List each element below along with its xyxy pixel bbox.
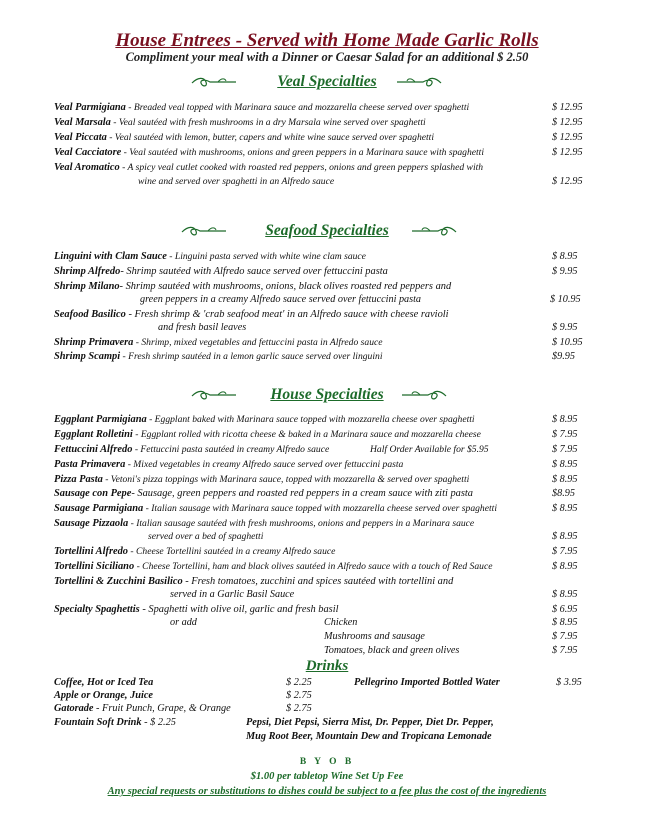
menu-item: Veal Marsala - Veal sautéed with fresh mushrooms in a dry Marsala wine served over spaghetti <box>54 117 426 128</box>
menu-item: Pizza Pasta - Vetoni's pizza toppings with Marinara sauce, topped with mozzarella & served over spaghetti <box>54 474 470 485</box>
price: $ 8.95 <box>552 459 578 470</box>
menu-item: Shrimp Milano- Shrimp sautéed with mushrooms, onions, black olives roasted red peppers and <box>54 281 452 292</box>
price: $ 10.95 <box>552 337 583 348</box>
menu-item: Sausage Parmigiana - Italian sausage with Marinara sauce topped with mozzarella cheese served over spaghetti <box>54 503 497 514</box>
price: $ 8.95 <box>552 531 578 542</box>
menu-item: Eggplant Parmigiana - Eggplant baked with Marinara sauce topped with mozzarella cheese over spaghetti <box>54 414 475 425</box>
menu-item: Tortellini & Zucchini Basilico - Fresh tomatoes, zucchini and spices sautéed with tortellini and <box>54 576 454 587</box>
drink-price: $ 2.25 <box>286 677 312 688</box>
drink-item: Coffee, Hot or Iced Tea <box>54 677 154 688</box>
drink-price: $ 2.75 <box>286 690 312 701</box>
drink-price: $ 2.75 <box>286 703 312 714</box>
menu-item-continued: served over a bed of spaghetti <box>148 531 264 542</box>
drink-item: Gatorade - Fruit Punch, Grape, & Orange <box>54 703 231 714</box>
price: $ 10.95 <box>550 294 581 305</box>
menu-item: Seafood Basilico - Fresh shrimp & 'crab seafood meat' in an Alfredo sauce with cheese ravioli <box>54 309 449 320</box>
menu-item: Shrimp Alfredo- Shrimp sautéed with Alfredo sauce served over fettuccini pasta <box>54 266 388 277</box>
drink-price: $ 3.95 <box>556 677 582 688</box>
price: $ 9.95 <box>552 322 578 333</box>
byob-label: B Y O B <box>299 757 355 767</box>
price: $ 7.95 <box>552 444 578 455</box>
menu-item: Tortellini Alfredo - Cheese Tortellini sautéed in a creamy Alfredo sauce <box>54 546 336 557</box>
price: $ 8.95 <box>552 251 578 262</box>
menu-item: Sausage Pizzaola - Italian sausage sautéed with fresh mushrooms, onions and peppers in a Marinara sauce <box>54 518 475 529</box>
wine-setup-fee: $1.00 per tabletop Wine Set Up Fee <box>250 771 404 782</box>
price: $9.95 <box>552 351 575 362</box>
addon-label: Chicken <box>324 617 358 628</box>
price: $ 8.95 <box>552 503 578 514</box>
price: $ 12.95 <box>552 102 583 113</box>
menu-item: Pasta Primavera - Mixed vegetables in creamy Alfredo sauce served over fettuccini pasta <box>54 459 404 470</box>
menu-item: Sausage con Pepe- Sausage, green peppers and roasted red peppers in a cream sauce with ziti pasta <box>54 488 473 499</box>
price: $ 8.95 <box>552 474 578 485</box>
price: $ 12.95 <box>552 176 583 187</box>
price: $ 8.95 <box>552 414 578 425</box>
soft-drink-list: Pepsi, Diet Pepsi, Sierra Mist, Dr. Pepper, Diet Dr. Pepper, <box>246 717 494 728</box>
addon-label: Mushrooms and sausage <box>324 631 425 642</box>
price: $ 8.95 <box>552 589 578 600</box>
menu-item: Veal Piccata - Veal sautéed with lemon, butter, capers and white wine sauce served over spaghetti <box>54 132 435 143</box>
price: $ 9.95 <box>552 266 578 277</box>
drinks-heading: Drinks <box>305 658 349 674</box>
veal-heading: Veal Specialties <box>277 73 377 90</box>
page-subtitle: Compliment your meal with a Dinner or Caesar Salad for an additional $ 2.50 <box>125 50 529 64</box>
menu-item: Linguini with Clam Sauce - Linguini pasta served with white wine clam sauce <box>54 251 366 262</box>
price: $ 12.95 <box>552 132 583 143</box>
soft-drink-list: Mug Root Beer, Mountain Dew and Tropicana Lemonade <box>246 731 492 742</box>
price: $ 12.95 <box>552 117 583 128</box>
menu-item-continued: wine and served over spaghetti in an Alfredo sauce <box>138 176 335 187</box>
price: $ 6.95 <box>552 604 578 615</box>
or-add-label: or add <box>170 617 197 628</box>
menu-item-continued: and fresh basil leaves <box>158 322 247 333</box>
menu-item: Veal Aromatico - A spicy veal cutlet cooked with roasted red peppers, onions and green peppers splashed with <box>54 162 484 173</box>
drink-item: Fountain Soft Drink - $ 2.25 <box>54 717 176 728</box>
menu-item: Tortellini Siciliano - Cheese Tortellini, ham and black olives sautéed in Alfredo sauce with a touch of Red Sauce <box>54 561 493 572</box>
page-title: House Entrees - Served with Home Made Garlic Rolls <box>115 30 539 51</box>
price: $ 12.95 <box>552 147 583 158</box>
menu-item: Fettuccini Alfredo - Fettuccini pasta sautéed in creamy Alfredo sauce <box>54 444 330 455</box>
price: $ 8.95 <box>552 617 578 628</box>
house-heading: House Specialties <box>270 386 384 403</box>
half-order-note: Half Order Available for $5.95 <box>370 444 489 455</box>
seafood-heading: Seafood Specialties <box>265 222 389 239</box>
drink-item: Pellegrino Imported Bottled Water <box>354 677 500 688</box>
addon-label: Tomatoes, black and green olives <box>324 645 460 656</box>
substitution-note: Any special requests or substitutions to dishes could be subject to a fee plus the cost of the ingredients <box>107 786 547 797</box>
price: $ 7.95 <box>552 631 578 642</box>
menu-item: Shrimp Scampi - Fresh shrimp sautéed in a lemon garlic sauce served over linguini <box>54 351 383 362</box>
menu-item-continued: green peppers in a creamy Alfredo sauce served over fettuccini pasta <box>140 294 422 305</box>
menu-item: Specialty Spaghettis - Spaghetti with olive oil, garlic and fresh basil <box>54 604 339 615</box>
price: $8.95 <box>552 488 575 499</box>
price: $ 7.95 <box>552 645 578 656</box>
price: $ 7.95 <box>552 546 578 557</box>
flourish-right-icon <box>400 388 448 402</box>
flourish-right-icon <box>410 224 458 238</box>
price: $ 7.95 <box>552 429 578 440</box>
drink-item: Apple or Orange, Juice <box>54 690 153 701</box>
price: $ 8.95 <box>552 561 578 572</box>
menu-item: Eggplant Rolletini - Eggplant rolled with ricotta cheese & baked in a Marinara sauce and mozzarella cheese <box>54 429 481 440</box>
flourish-right-icon <box>395 75 443 89</box>
menu-item-continued: served in a Garlic Basil Sauce <box>170 589 295 600</box>
menu-item: Veal Cacciatore - Veal sautéed with mushrooms, onions and green peppers in a Marinara sauce with spaghetti <box>54 147 485 158</box>
menu-item: Shrimp Primavera - Shrimp, mixed vegetables and fettuccini pasta in Alfredo sauce <box>54 337 383 348</box>
menu-item: Veal Parmigiana - Breaded veal topped with Marinara sauce and mozzarella cheese served over spaghetti <box>54 102 470 113</box>
